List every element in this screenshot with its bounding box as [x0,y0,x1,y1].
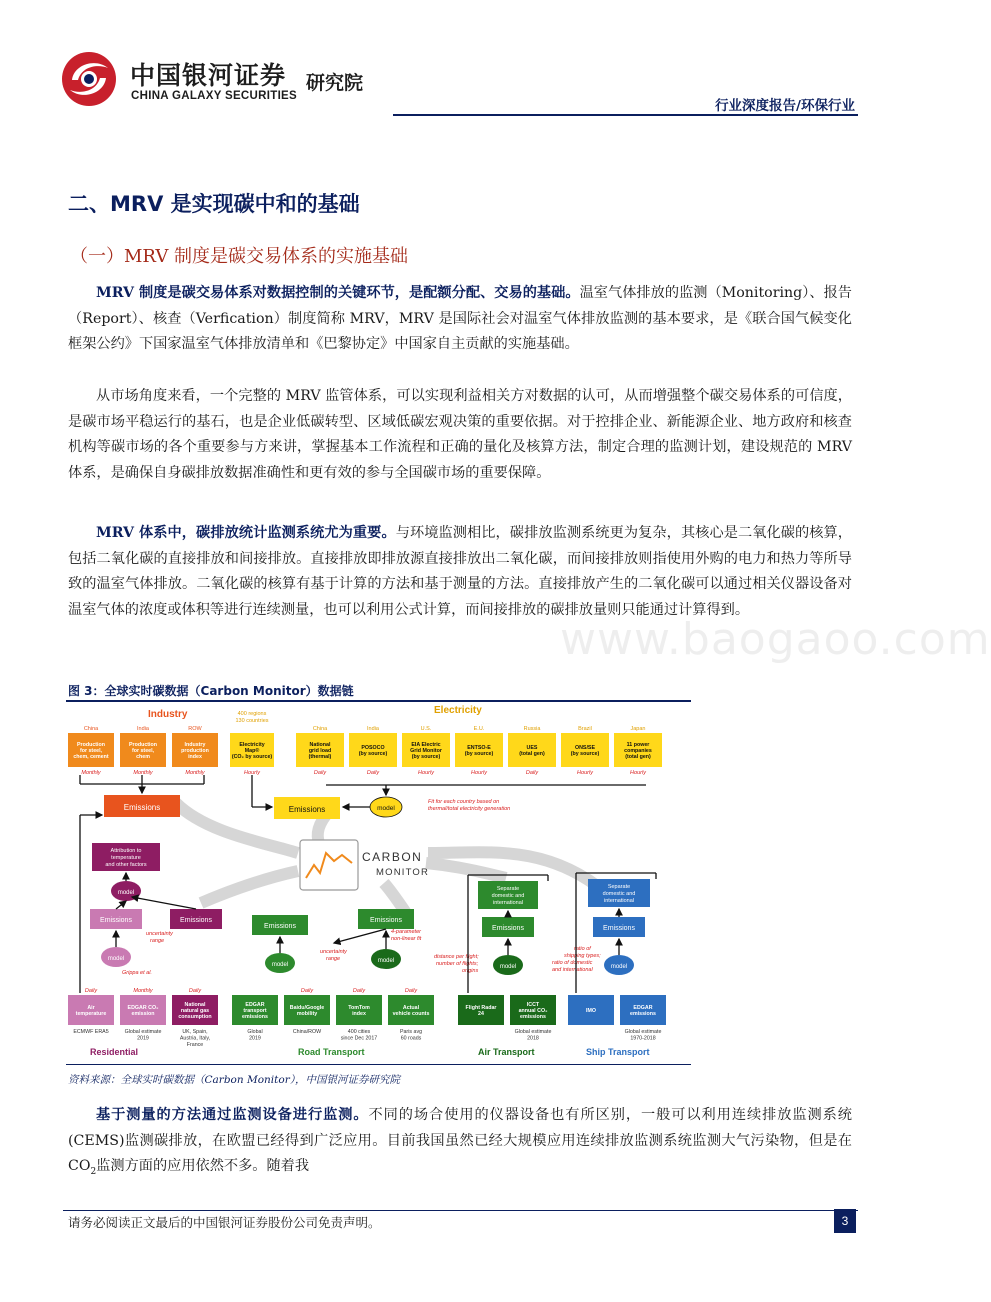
footer-divider [63,1210,858,1211]
grippa-note: Grippa et al. [122,970,152,976]
road-source-note-2-0: 400 cities [347,1029,371,1035]
paragraph-4-body-b: 监测方面的应用依然不多。随着我 [96,1158,310,1174]
road-uncertainty-2: range [326,956,341,962]
road-source-label-0-1: transport [243,1008,267,1014]
paragraph-4-subscript: 2 [90,1166,97,1177]
section-title: 二、MRV 是实现碳中和的基础 [68,192,360,216]
electricity-source-label-0-1: grid load [308,748,332,754]
electricity-fit-note-2: thermal/total electricity generation [428,806,511,812]
carbon-label: CARBON [362,850,423,864]
electricity-source-label-4-1: (total gen) [519,751,545,758]
electricity-source-label-4-0: UES [526,744,538,751]
road-uncertainty-1: uncertainty [320,949,347,955]
report-category: 行业深度报告/环保行业 [715,98,855,114]
ship-note-2: shipping types; [564,953,601,959]
attribution-label-3: and other factors [105,862,147,868]
ship-separate-1: Separate [607,884,631,890]
industry-emissions-label: Emissions [123,803,161,812]
electricity-source-label-2-2: (by source) [411,754,441,761]
paragraph-4-lead: 基于测量的方法通过监测设备进行监测。 [96,1107,369,1123]
road-fit-note-1: 4-parameter [391,929,421,935]
road-source-frequency-1: Daily [300,988,314,994]
electricity-title: Electricity [434,705,482,716]
paragraph-1 [68,281,852,358]
road-source-label-2-0: TomTom [348,1004,370,1011]
industry-label-2-0: Industry [184,741,206,748]
road-source-note-0-0: Global [247,1029,263,1035]
residential-label: Residential [90,1047,139,1057]
industry-frequency-0: Monthly [81,770,101,776]
road-source-label-3-1: vehicle counts [392,1011,430,1018]
electricity-source-label-2-1: Grid Monitor [410,748,442,754]
residential-source-label-0-0: Air [87,1004,95,1011]
residential-emissions-label-1: Emissions [100,917,132,924]
electricity-source-label-2-0: EIA Electric [411,741,441,748]
residential-source-frequency-2: Daily [188,988,202,994]
ship-note-3: ratio of domestic [552,960,593,966]
paragraph-3-body: 与环境监测相比，碳排放监测系统更为复杂，其核心是二氧化碳的核算，包括二氧化碳的直接排放和间接排放。直接排放即排放源直接排放出二氧化碳，而间接排放则指使用外购的电力和热力等所导致的温室气体排放。二氧化碳的核算有基于计算的方法和基于测量的方法。直接排放产生的二氧化碳可以通过相关仪器设备对温室气体的浓度或体积等进行连续测量，也可以利用公式计算，而间接排放的碳排放量则只能通过计算得到。 [68,525,852,618]
brand-institute: 研究院 [306,72,364,94]
ship-transport-label: Ship Transport [586,1047,650,1057]
air-source-label-0-1: 24 [478,1011,484,1018]
electricity-source-header-0: China [312,726,328,732]
figure-top-rule [66,700,691,702]
paragraph-4 [68,1103,852,1185]
air-source-note-1-1: 2018 [527,1035,539,1042]
residential-model-label-top: model [117,890,135,896]
air-separate-2: domestic and [491,893,525,899]
electricity-source-header-2: U.S. [420,726,432,732]
carbon-monitor-diagram [66,703,691,1063]
ship-source-label-1-1: emissions [630,1011,656,1018]
air-emissions-label: Emissions [492,925,524,932]
industry-label-0-1: for steel, [79,748,103,754]
electricity-source-label-3-1: (by source) [464,751,494,758]
road-transport-label: Road Transport [298,1047,365,1057]
electricity-source-frequency-5: Hourly [577,770,593,776]
electricity-source-frequency-0: Daily [313,770,327,776]
road-source-label-1-0: Baidu/Google [289,1004,325,1011]
air-separate-1: Separate [496,886,520,892]
figure-bottom-rule [66,1064,691,1065]
electricity-source-frequency-1: Daily [366,770,380,776]
air-source-label-1-1: annual CO₂ [518,1008,548,1014]
road-source-label-0-0: EDGAR [245,1001,265,1008]
paragraph-1-lead: MRV 制度是碳交易体系对数据控制的关键环节，是配额分配、交易的基础。 [96,285,580,301]
electricity-source-label-1-0: POSOCO [361,744,385,751]
company-logo [60,50,120,108]
residential-source-frequency-0: Daily [84,988,98,994]
residential-source-label-1-0: EDGAR CO₂ [127,1004,159,1011]
road-source-note-3-0: Paris avg [399,1029,423,1035]
electricity-source-frequency-4: Daily [525,770,539,776]
residential-source-note-2-0: UK, Spain, [182,1029,208,1035]
road-source-frequency-3: Daily [404,988,418,994]
residential-source-note-2-1: Austria, Italy, [179,1035,211,1042]
industry-label-1-0: Production [129,741,157,748]
flow-arrow-residential [201,871,298,903]
air-model-label: model [499,964,517,970]
road-source-note-0-1: 2019 [249,1035,261,1042]
industry-label-1-2: chem [136,754,150,761]
air-transport-label: Air Transport [478,1047,535,1057]
paragraph-3-lead: MRV 体系中，碳排放统计监测系统尤为重要。 [96,525,396,541]
flow-arrow-road [384,883,406,913]
electricity-map-label-0-1: Map® [244,748,260,754]
attribution-label-2: temperature [111,855,141,861]
air-note-1: distance per flight; [434,954,479,960]
residential-uncertainty-1: uncertainty [146,931,173,937]
road-source-label-0-2: emissions [242,1014,268,1021]
industry-label-0-2: chem, cement [73,754,109,761]
electricity-source-label-1-1: (by source) [358,751,388,758]
road-source-label-1-1: mobility [296,1011,318,1018]
figure-source: 资料来源：全球实时碳数据（Carbon Monitor），中国银河证券研究院 [68,1074,400,1086]
road-source-frequency-2: Daily [352,988,366,994]
industry-frequency-2: Monthly [185,770,205,776]
residential-source-label-2-2: consumption [178,1014,212,1021]
electricity-model-label: model [377,805,395,812]
road-source-label-3-0: Actual [402,1004,420,1011]
footer-disclaimer: 请务必阅读正文最后的中国银河证券股份公司免责声明。 [68,1215,381,1230]
ship-source-note-1-0: Global estimate [624,1029,662,1035]
industry-label-2-2: index [188,754,202,761]
residential-source-frequency-1: Monthly [133,988,153,994]
electricity-source-header-1: India [367,726,379,732]
electricity-source-label-0-0: National [309,741,331,748]
residential-source-label-0-1: temperature [75,1011,107,1018]
attribution-label-1: Attribution to [110,848,142,854]
ship-note-4: and international [552,967,593,973]
air-source-label-1-2: emissions [520,1014,546,1021]
industry-header-0: China [83,726,99,732]
electricity-map-frequency-0: Hourly [244,770,260,776]
monitor-label: MONITOR [376,867,430,878]
electricity-fit-note-1: Fit for each country based on [428,799,500,805]
subsection-title: （一）MRV 制度是碳交易体系的实施基础 [70,246,409,267]
paragraph-3 [68,521,852,623]
brand-name-cn: 中国银河证券 [130,61,287,90]
electricity-source-frequency-3: Hourly [471,770,487,776]
electricity-map-countries: 130 countries [235,718,269,724]
road-source-note-1-0: China/ROW [292,1029,322,1035]
residential-source-label-2-1: natural gas [180,1008,210,1014]
electricity-source-label-5-0: ONS/SE [574,744,596,751]
industry-label-1-1: for steel, [131,748,155,754]
brand-name-en: CHINA GALAXY SECURITIES [131,90,298,102]
ship-model-label: model [610,964,628,970]
industry-title: Industry [148,709,188,720]
electricity-source-label-3-0: ENTSO-E [467,744,491,751]
electricity-source-frequency-2: Hourly [418,770,434,776]
residential-source-note-2-2: France [186,1042,204,1048]
electricity-source-header-4: Russia [523,726,541,732]
industry-label-0-0: Production [77,741,105,748]
ship-separate-2: domestic and [602,891,636,897]
electricity-emissions-label: Emissions [288,805,326,814]
residential-source-note-1-0: Global estimate [124,1029,162,1035]
paragraph-2: 从市场角度来看，一个完整的 MRV 监管体系，可以实现利益相关方对数据的认可，从而增强整个碳交易体系的可信度，是碳市场平稳运行的基石，也是企业低碳转型、区域低碳宏观决策的重要依据。对于控排企业、新能源企业、地方政府和核查机构等碳市场的各个重要参与方来讲，掌握基本工作流程和正确的量化及核算方法，制定合理的监测计划，建设规范的 MRV 体系，是确保自身碳排放数据准确性和更有效的参与全国碳市场的重要保障。 [68,388,852,481]
electricity-source-header-5: Brazil [578,726,592,732]
residential-source-note-1-1: 2019 [137,1035,149,1042]
ship-separate-3: international [604,898,634,904]
residential-source-label-1-1: emission [131,1011,155,1018]
ship-source-label-1-0: EDGAR [633,1004,653,1011]
road-model-label-1: model [271,962,289,968]
air-note-3: origins [462,968,479,974]
road-fit-note-2: non-linear fit [391,936,422,942]
residential-uncertainty-2: range [150,938,165,944]
industry-header-1: India [137,726,149,732]
industry-frequency-1: Monthly [133,770,153,776]
ship-emissions-label: Emissions [603,925,635,932]
road-source-note-2-1: since Dec 2017 [340,1035,378,1042]
air-source-note-1-0: Global estimate [514,1029,552,1035]
air-separate-3: international [493,900,523,906]
ship-source-label-0-0: IMO [585,1008,597,1014]
electricity-source-label-6-1: companies [624,748,652,754]
residential-source-label-2-0: National [184,1001,206,1008]
air-source-label-1-0: ICCT [526,1001,540,1008]
air-note-2: number of flights; [436,961,479,967]
page-number: 3 [834,1209,856,1233]
ship-note-1: ratio of [574,946,591,952]
electricity-source-frequency-6: Hourly [630,770,646,776]
ship-source-note-1-1: 1970-2018 [630,1035,656,1042]
paragraph-4-body-a: 不同的场合使用的仪器设备也有所区别，一般可以利用连续排放监测系统(CEMS)监测碳排放，在欧盟已经得到广泛应用。目前我国虽然已经大规模应用连续排放监测系统监测大气污染物，但是在 CO [68,1107,852,1174]
electricity-map-label-0-2: (CO₂ by source) [231,754,273,761]
electricity-source-header-6: Japan [630,726,646,732]
road-model-label-2: model [377,958,395,964]
electricity-source-label-6-2: (total gen) [625,754,651,761]
flow-arrow-air [426,863,506,878]
figure-title: 图 3：全球实时碳数据（Carbon Monitor）数据链 [68,684,354,698]
electricity-source-header-3: E.U. [473,726,485,732]
road-emissions-label-2: Emissions [370,917,402,924]
residential-source-note-0-0: ECMWF ERA5 [73,1029,109,1035]
electricity-source-label-6-0: 11 power [626,741,650,748]
air-source-label-0-0: Flight Radar [465,1004,497,1011]
watermark: www.baogaoo.com [560,614,991,665]
road-emissions-label-1: Emissions [264,923,296,930]
residential-model-label-bottom: model [107,956,125,962]
paragraph-1-body: 温室气体排放的监测（Monitoring）、报告（Report）、核查（Verfication）制度简称 MRV，MRV 是国际社会对温室气体排放监测的基本要求，是《联合国气候变化框架公约》下国家温室气体排放清单和《巴黎协定》中国家自主贡献的实施基础。 [68,285,852,352]
road-source-note-3-1: 60 roads [400,1035,422,1042]
industry-header-2: ROW [188,726,202,732]
residential-emissions-label-2: Emissions [180,917,212,924]
electricity-source-label-0-2: (thermal) [308,754,332,761]
road-source-label-2-1: index [352,1011,366,1018]
industry-label-2-1: production [181,748,209,754]
electricity-map-regions: 400 regions [237,711,267,717]
carbon-monitor-chart-icon [300,840,358,890]
electricity-source-label-5-1: (by source) [570,751,600,758]
header-divider [393,114,858,116]
electricity-map-label-0-0: Electricity [239,741,265,748]
